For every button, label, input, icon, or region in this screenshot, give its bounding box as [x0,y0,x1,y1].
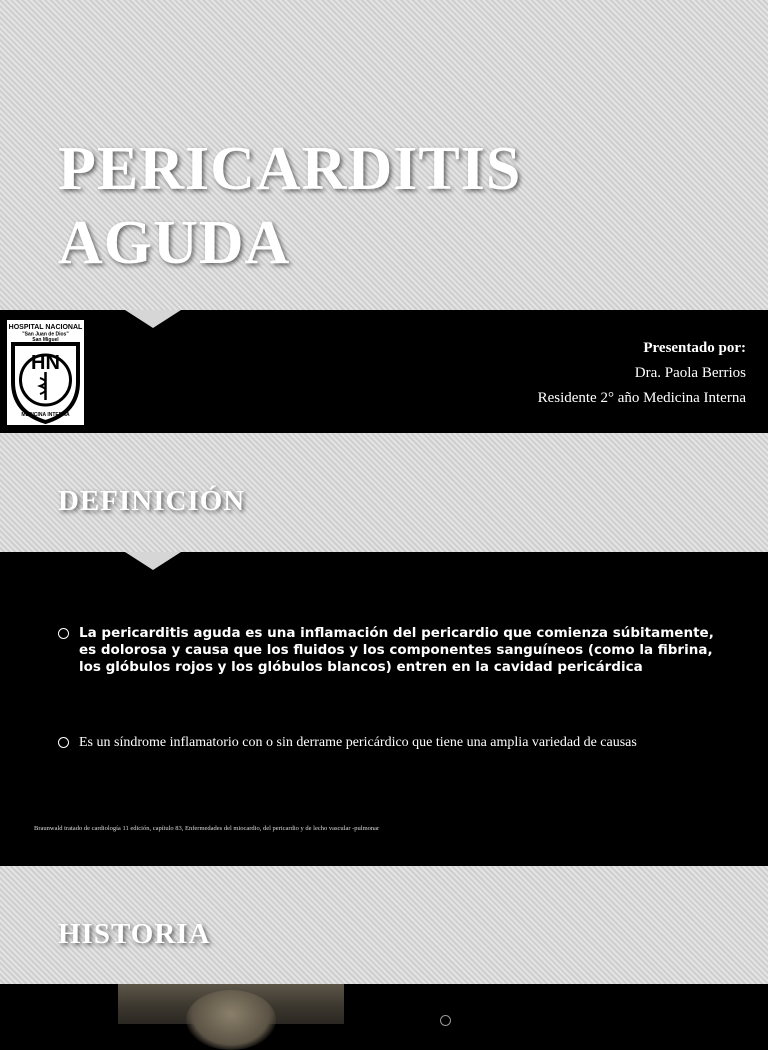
logo-line1: HOSPITAL NACIONAL [8,324,83,331]
logo-monogram: HN [31,352,60,374]
bullet-ring-icon [58,628,69,639]
panel-notch [125,310,181,328]
hospital-logo [7,320,84,425]
logo-ring-text: MEDICINA INTERNA [21,412,70,418]
presenter-label: Presentado por: [643,340,746,356]
bullet-ring-icon [58,737,69,748]
presenter-name: Dra. Paola Berrios [634,365,746,381]
portrait-image [118,984,344,1024]
portrait-face [186,990,276,1050]
presenter-role: Residente 2° año Medicina Interna [537,390,746,406]
historia-title: HISTORIA [58,918,211,950]
logo-line2: "San Juan de Dios" [22,331,69,338]
definition-notch [125,552,181,570]
definition-panel [0,552,768,866]
citation: Braunwald tratado de cardiología 11 edición, capítulo 83, Enfermedades del miocardio, del pericardio y de lecho vascular -pulmonar [34,825,380,832]
bullet-ring-icon [440,1015,451,1026]
main-title-line2: AGUDA [58,209,291,277]
definition-title: DEFINICIÓN [58,485,246,517]
main-title [58,132,521,280]
bullet-text: La pericarditis aguda es una inflamación del pericardio que comienza súbitamente, es dolorosa y causa que los fluidos y los componentes sanguíneos (como la fibrina, los glóbulos rojos y los glóbulos blancos) entren en la cavidad pericárdica [79,625,714,675]
logo-line3: San Miguel [32,337,59,343]
historia-panel [0,984,768,1024]
presenter-info [538,336,746,411]
bullet-text: Es un síndrome inflamatorio con o sin derrame pericárdico que tiene una amplia variedad de causas [79,735,637,750]
main-title-line1: PERICARDITIS [58,135,522,203]
